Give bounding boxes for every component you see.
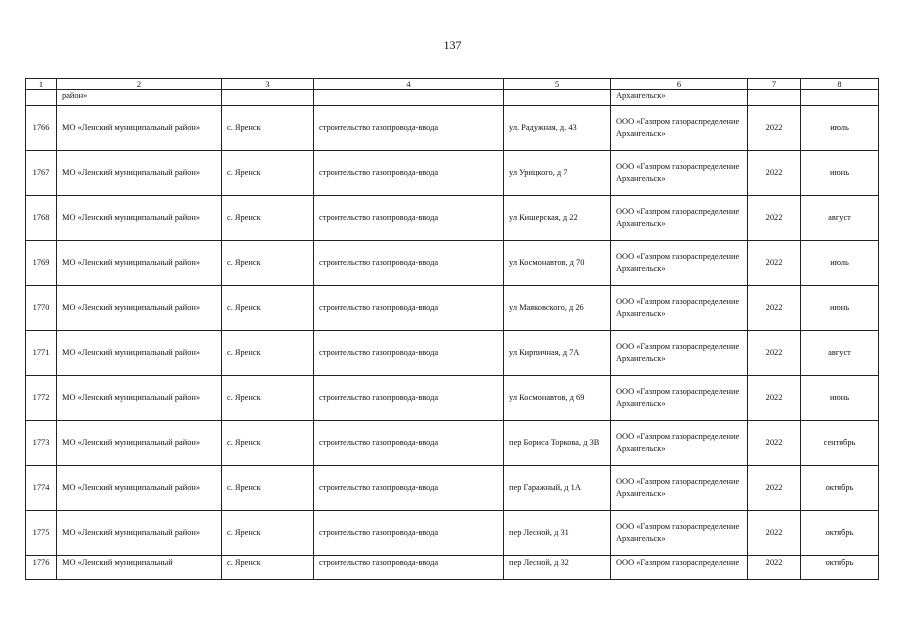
table-row xyxy=(26,286,879,331)
cell-address: ул Космонавтов, д 69 xyxy=(504,376,611,421)
cell-number: 1768 xyxy=(26,196,57,241)
cell-organization: ООО «Газпром газораспределение Архангельск» xyxy=(611,106,748,151)
cell-number xyxy=(26,90,57,106)
page-number: 137 xyxy=(443,38,462,52)
cell-organization: Архангельск» xyxy=(611,90,748,106)
cell-address: пер Лесной, д 32 xyxy=(504,556,611,580)
cell-number: 1772 xyxy=(26,376,57,421)
cell-address: пер Гаражный, д 1А xyxy=(504,466,611,511)
cell-number: 1774 xyxy=(26,466,57,511)
cell-settlement: с. Яренск xyxy=(222,151,314,196)
cell-work xyxy=(314,90,504,106)
table-row xyxy=(26,151,879,196)
cell-work: строительство газопровода-ввода xyxy=(314,421,504,466)
cell-year: 2022 xyxy=(748,556,801,580)
cell-month xyxy=(801,90,879,106)
cell-settlement: с. Яренск xyxy=(222,331,314,376)
cell-organization: ООО «Газпром газораспределение Архангельск» xyxy=(611,241,748,286)
cell-organization: ООО «Газпром газораспределение Архангельск» xyxy=(611,331,748,376)
column-number-row xyxy=(26,79,879,90)
cell-work: строительство газопровода-ввода xyxy=(314,196,504,241)
cell-month: август xyxy=(801,331,879,376)
cell-month: июнь xyxy=(801,151,879,196)
cell-municipality: МО «Ленский муниципальный xyxy=(57,556,222,580)
table-row xyxy=(26,466,879,511)
cell-month: октябрь xyxy=(801,466,879,511)
cell-settlement: с. Яренск xyxy=(222,286,314,331)
column-number: 5 xyxy=(504,79,611,90)
cell-year: 2022 xyxy=(748,241,801,286)
cell-organization: ООО «Газпром газораспределение Архангельск» xyxy=(611,286,748,331)
cell-settlement: с. Яренск xyxy=(222,196,314,241)
table-row xyxy=(26,106,879,151)
cell-settlement: с. Яренск xyxy=(222,466,314,511)
cell-year: 2022 xyxy=(748,331,801,376)
table-row xyxy=(26,421,879,466)
cell-year: 2022 xyxy=(748,151,801,196)
cell-number: 1773 xyxy=(26,421,57,466)
cell-organization: ООО «Газпром газораспределение Архангельск» xyxy=(611,466,748,511)
cell-settlement: с. Яренск xyxy=(222,556,314,580)
table-body xyxy=(26,79,879,580)
cell-month: июль xyxy=(801,106,879,151)
column-number: 4 xyxy=(314,79,504,90)
cell-municipality: МО «Ленский муниципальный район» xyxy=(57,466,222,511)
cell-organization: ООО «Газпром газораспределение Архангельск» xyxy=(611,376,748,421)
table-row xyxy=(26,241,879,286)
cell-year: 2022 xyxy=(748,511,801,556)
cell-settlement: с. Яренск xyxy=(222,376,314,421)
cell-year: 2022 xyxy=(748,286,801,331)
cell-address: пер Бориса Торкова, д 3В xyxy=(504,421,611,466)
cell-month: июнь xyxy=(801,376,879,421)
cell-number: 1766 xyxy=(26,106,57,151)
column-number: 3 xyxy=(222,79,314,90)
cell-work: строительство газопровода-ввода xyxy=(314,106,504,151)
cell-settlement: с. Яренск xyxy=(222,241,314,286)
cell-work: строительство газопровода-ввода xyxy=(314,331,504,376)
cell-number: 1767 xyxy=(26,151,57,196)
cell-number: 1770 xyxy=(26,286,57,331)
cell-year: 2022 xyxy=(748,421,801,466)
cell-municipality: МО «Ленский муниципальный район» xyxy=(57,511,222,556)
table-row xyxy=(26,511,879,556)
cell-municipality: район» xyxy=(57,90,222,106)
register-table xyxy=(25,78,879,580)
cell-address: ул Маяковского, д 26 xyxy=(504,286,611,331)
cell-municipality: МО «Ленский муниципальный район» xyxy=(57,151,222,196)
cell-work: строительство газопровода-ввода xyxy=(314,151,504,196)
column-number: 6 xyxy=(611,79,748,90)
cell-address: ул. Радужная, д. 43 xyxy=(504,106,611,151)
table-row xyxy=(26,196,879,241)
column-number: 2 xyxy=(57,79,222,90)
cell-settlement: с. Яренск xyxy=(222,511,314,556)
cell-settlement: с. Яренск xyxy=(222,421,314,466)
cell-organization: ООО «Газпром газораспределение Архангельск» xyxy=(611,511,748,556)
cell-municipality: МО «Ленский муниципальный район» xyxy=(57,196,222,241)
cell-month: сентябрь xyxy=(801,421,879,466)
cell-year: 2022 xyxy=(748,466,801,511)
cell-month: июль xyxy=(801,241,879,286)
cell-number: 1769 xyxy=(26,241,57,286)
cell-address xyxy=(504,90,611,106)
cell-address: ул Космонавтов, д 70 xyxy=(504,241,611,286)
cell-year xyxy=(748,90,801,106)
cell-work: строительство газопровода-ввода xyxy=(314,466,504,511)
cell-municipality: МО «Ленский муниципальный район» xyxy=(57,421,222,466)
cell-month: июнь xyxy=(801,286,879,331)
cell-number: 1776 xyxy=(26,556,57,580)
cell-work: строительство газопровода-ввода xyxy=(314,556,504,580)
cell-month: октябрь xyxy=(801,511,879,556)
table-row xyxy=(26,556,879,580)
cell-organization: ООО «Газпром газораспределение xyxy=(611,556,748,580)
cell-address: ул Урицкого, д 7 xyxy=(504,151,611,196)
cell-municipality: МО «Ленский муниципальный район» xyxy=(57,331,222,376)
cell-work: строительство газопровода-ввода xyxy=(314,241,504,286)
table-row xyxy=(26,376,879,421)
cell-municipality: МО «Ленский муниципальный район» xyxy=(57,376,222,421)
cell-number: 1775 xyxy=(26,511,57,556)
cell-year: 2022 xyxy=(748,106,801,151)
cell-municipality: МО «Ленский муниципальный район» xyxy=(57,106,222,151)
cell-settlement: с. Яренск xyxy=(222,106,314,151)
cell-year: 2022 xyxy=(748,376,801,421)
cell-settlement xyxy=(222,90,314,106)
cell-organization: ООО «Газпром газораспределение Архангельск» xyxy=(611,421,748,466)
cell-organization: ООО «Газпром газораспределение Архангельск» xyxy=(611,196,748,241)
cell-address: ул Кирпичная, д 7А xyxy=(504,331,611,376)
continuation-row xyxy=(26,90,879,106)
cell-organization: ООО «Газпром газораспределение Архангельск» xyxy=(611,151,748,196)
cell-address: пер Лесной, д 31 xyxy=(504,511,611,556)
cell-municipality: МО «Ленский муниципальный район» xyxy=(57,286,222,331)
table-row xyxy=(26,331,879,376)
column-number: 8 xyxy=(801,79,879,90)
cell-address: ул Кишерская, д 22 xyxy=(504,196,611,241)
cell-work: строительство газопровода-ввода xyxy=(314,286,504,331)
cell-work: строительство газопровода-ввода xyxy=(314,511,504,556)
cell-work: строительство газопровода-ввода xyxy=(314,376,504,421)
column-number: 1 xyxy=(26,79,57,90)
cell-month: октябрь xyxy=(801,556,879,580)
cell-number: 1771 xyxy=(26,331,57,376)
column-number: 7 xyxy=(748,79,801,90)
cell-year: 2022 xyxy=(748,196,801,241)
cell-municipality: МО «Ленский муниципальный район» xyxy=(57,241,222,286)
cell-month: август xyxy=(801,196,879,241)
